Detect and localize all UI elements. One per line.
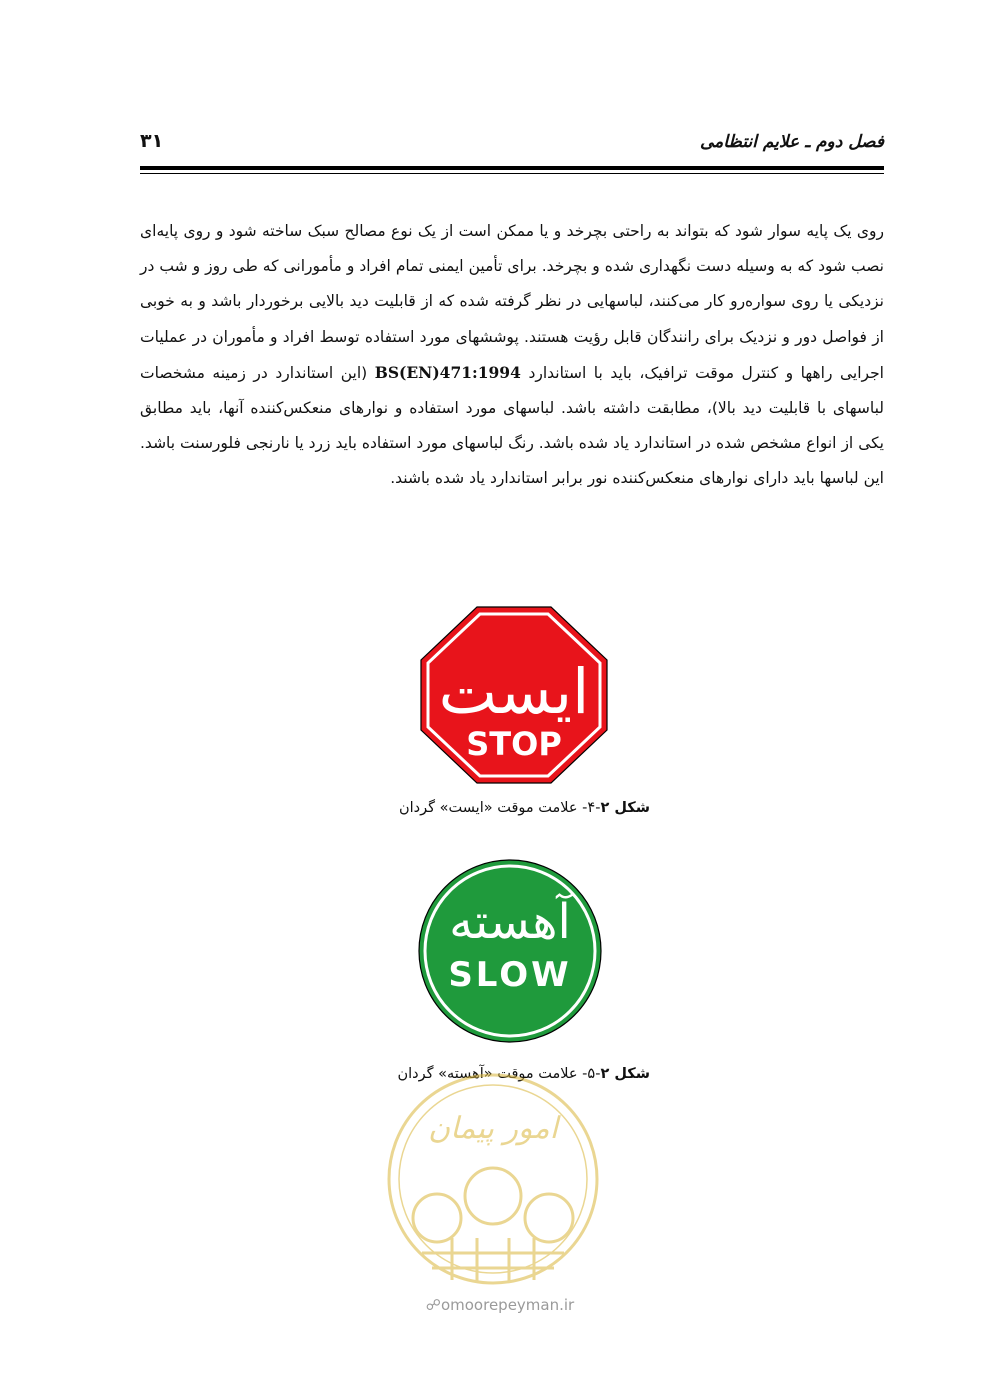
stop-sign-english-text: STOP [466,725,562,763]
watermark-site-text: omoorepeyman.ir [440,1296,575,1314]
header-rule-thin [140,173,884,174]
watermark-site [400,1296,600,1314]
slow-sign-disc [419,860,601,1042]
figure-caption-stop-lead: شکل ۲ [600,800,650,816]
watermark-logo [382,1068,604,1290]
chapter-title: فصل دوم ـ علایم انتظامی [699,132,884,152]
page-number: ۳۱ [140,130,164,152]
body-paragraph [140,214,884,497]
slow-sign-english-text: SLOW [448,955,572,995]
figure-caption-slow-text: -۵- علامت موقت «آهسته» گردان [397,1066,601,1082]
watermark-logo-text: امور پیمان [428,1111,558,1146]
slow-sign [417,858,603,1044]
paragraph-part-2: (این استاندارد در زمینه مشخصات لباسهای با قابلیت دید بالا)، مطابقت داشته باشد. لباسهای مورد استفاده و نوارهای منعکس‌کننده آنها، باید مطابق یکی از انواع مشخص شده در استاندارد یاد شده باشد. رنگ لباسهای مورد استفاده باید زرد یا نارنجی فلورسنت باشد. این لباسها باید دارای نوارهای منعکس‌کننده نور برابر استاندارد یاد شده باشند. [140,363,884,488]
figure-caption-slow-lead: شکل ۲ [600,1066,650,1082]
slow-sign-persian-text: آهسته [449,894,571,950]
paragraph-part-1: روی یک پایه سوار شود که بتواند به راحتی بچرخد و یا ممکن است از یک نوع مصالح سبک ساخته شود و روی پایه‌ای نصب شود که به وسیله دست نگهداری شده و بچرخد. برای تأمین ایمنی تمام افراد و مأمورانی که طی روز و شب در نزدیکی یا روی سواره‌رو کار می‌کنند، لباسهایی در نظر گرفته شده که از قابلیت دید بالایی برخوردار باشد و به خوبی از فواصل دور و نزدیک برای رانندگان قابل رؤیت هستند. پوششهای مورد استفاده توسط افراد و مأموران در عملیات اجرایی راهها و کنترل موقت ترافیک، باید با استاندارد [140,222,884,382]
figure-caption-stop-text: -۴- علامت موقت «ایست» گردان [398,800,601,816]
stop-sign [419,605,609,785]
stop-sign-persian-text: ایست [438,655,590,728]
page-header [140,128,884,162]
figure-caption-stop [140,800,650,816]
globe-icon: ☍ [425,1296,441,1314]
standard-code: BS(EN)471:1994 [374,362,521,382]
header-rule-thick [140,166,884,170]
